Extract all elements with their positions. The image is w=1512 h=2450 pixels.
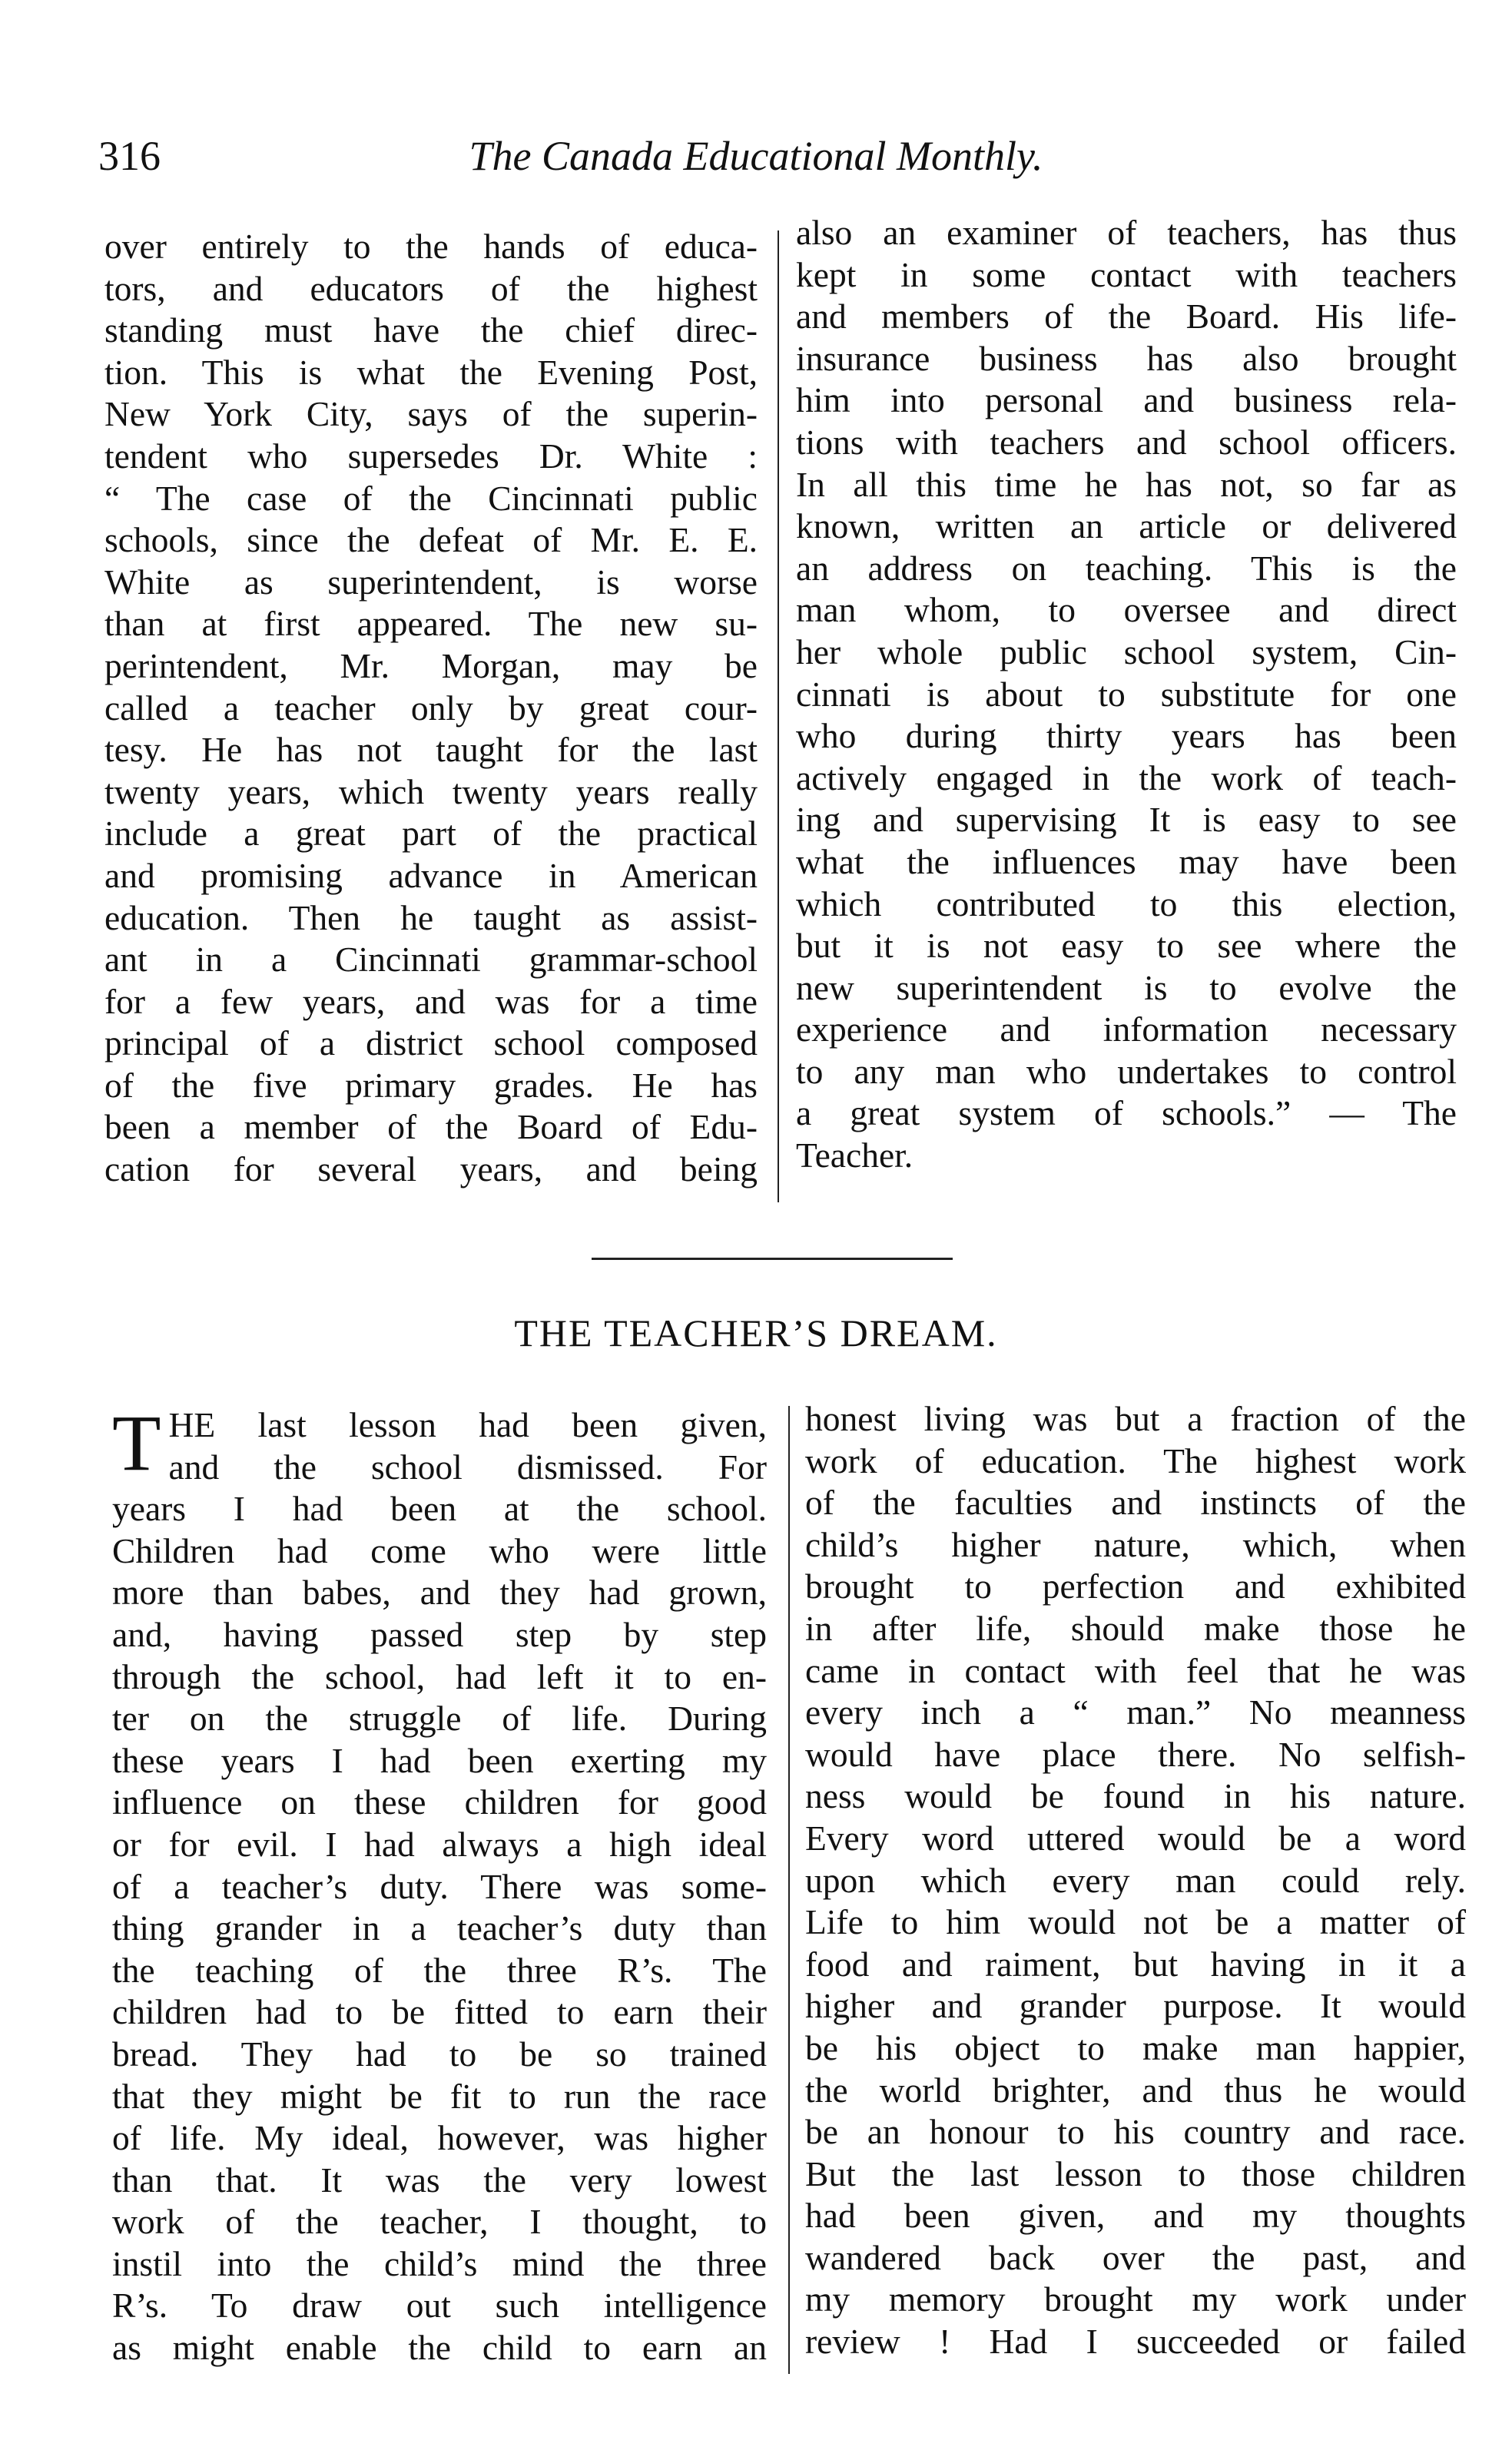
text-line: tors, and educators of the highest bbox=[104, 268, 758, 308]
text-line: of the five primary grades. He has bbox=[104, 1065, 758, 1105]
text-line: man whom, to oversee and direct bbox=[796, 590, 1457, 630]
text-line: schools, since the defeat of Mr. E. E. bbox=[104, 520, 758, 560]
text-line: the world brighter, and thus he would bbox=[805, 2070, 1466, 2110]
text-line: be an honour to his country and race. bbox=[805, 2112, 1466, 2152]
text-line: had been given, and my thoughts bbox=[805, 2196, 1466, 2236]
text-line: more than babes, and they had grown, bbox=[112, 1573, 767, 1613]
text-line: ness would be found in his nature. bbox=[805, 1776, 1466, 1816]
page-number: 316 bbox=[98, 133, 161, 179]
text-line: Teacher. bbox=[796, 1135, 914, 1175]
text-line: of the faculties and instincts of the bbox=[805, 1483, 1466, 1523]
text-line: than that. It was the very lowest bbox=[112, 2160, 767, 2200]
text-line: and promising advance in American bbox=[104, 855, 758, 895]
text-line: education. Then he taught as assist- bbox=[104, 897, 758, 937]
text-line: that they might be fit to run the race bbox=[112, 2076, 767, 2116]
text-line: her whole public school system, Cin- bbox=[796, 632, 1457, 671]
text-line: came in contact with feel that he was bbox=[805, 1650, 1466, 1690]
text-line: be his object to make man happier, bbox=[805, 2027, 1466, 2067]
text-line: my memory brought my work under bbox=[805, 2279, 1466, 2319]
page-header bbox=[0, 129, 1512, 183]
text-line: these years I had been exerting my bbox=[112, 1740, 767, 1780]
text-line: to any man who undertakes to control bbox=[796, 1051, 1457, 1091]
text-line: Life to him would not be a matter of bbox=[805, 1902, 1466, 1942]
drop-cap: T bbox=[112, 1399, 161, 1487]
text-line: food and raiment, but having in it a bbox=[805, 1944, 1466, 1984]
text-line: But the last lesson to those children bbox=[805, 2153, 1466, 2193]
text-line: thing grander in a teacher’s duty than bbox=[112, 1908, 767, 1948]
text-line: or for evil. I had always a high ideal bbox=[112, 1824, 767, 1864]
text-line: experience and information necessary bbox=[796, 1010, 1457, 1049]
text-line: child’s higher nature, which, when bbox=[805, 1524, 1466, 1564]
text-line: principal of a district school composed bbox=[104, 1023, 758, 1063]
text-line: White as superintendent, is worse bbox=[104, 562, 758, 602]
section-heading: THE TEACHER’S DREAM. bbox=[514, 1311, 998, 1354]
article-top-left-column bbox=[104, 226, 758, 1191]
text-line: tion. This is what the Evening Post, bbox=[104, 352, 758, 392]
text-line: upon which every man could rely. bbox=[805, 1860, 1466, 1900]
text-line: new superintendent is to evolve the bbox=[796, 967, 1457, 1007]
running-title: The Canada Educational Monthly. bbox=[469, 133, 1043, 179]
text-line: New York City, says of the superin- bbox=[104, 394, 758, 434]
text-line: of life. My ideal, however, was higher bbox=[112, 2118, 767, 2158]
text-line: every inch a “ man.” No meanness bbox=[805, 1692, 1466, 1732]
article-top-right-column bbox=[796, 212, 1457, 1177]
text-line: perintendent, Mr. Morgan, may be bbox=[104, 645, 758, 685]
text-line: what the influences may have been bbox=[796, 841, 1457, 881]
text-line: known, written an article or delivered bbox=[796, 506, 1457, 546]
text-line: but it is not easy to see where the bbox=[796, 926, 1457, 966]
text-line: him into personal and business rela- bbox=[796, 380, 1457, 420]
text-line: also an examiner of teachers, has thus bbox=[796, 213, 1457, 252]
text-line: ter on the struggle of life. During bbox=[112, 1699, 767, 1739]
text-line: an address on teaching. This is the bbox=[796, 548, 1457, 588]
text-line: would have place there. No selfish- bbox=[805, 1734, 1466, 1774]
text-line: who during thirty years has been bbox=[796, 716, 1457, 756]
text-line: wandered back over the past, and bbox=[805, 2237, 1466, 2277]
text-line: honest living was but a fraction of the bbox=[805, 1399, 1466, 1438]
paragraph-first-line: HE last lesson had been given, bbox=[168, 1405, 767, 1444]
text-line: bread. They had to be so trained bbox=[112, 2034, 767, 2074]
text-line: and, having passed step by step bbox=[112, 1614, 767, 1654]
text-line: instil into the child’s mind the three bbox=[112, 2243, 767, 2283]
text-line: for a few years, and was for a time bbox=[104, 981, 758, 1021]
text-line: twenty years, which twenty years really bbox=[104, 771, 758, 811]
column-divider bbox=[778, 230, 779, 1202]
text-line: children had to be fitted to earn their bbox=[112, 1992, 767, 2032]
text-line: years I had been at the school. bbox=[112, 1489, 767, 1529]
text-line: higher and grander purpose. It would bbox=[805, 1986, 1466, 2026]
text-line: include a great part of the practical bbox=[104, 814, 758, 854]
text-line: kept in some contact with teachers bbox=[796, 254, 1457, 294]
text-line: Children had come who were little bbox=[112, 1530, 767, 1570]
text-line: of a teacher’s duty. There was some- bbox=[112, 1866, 767, 1906]
text-line: in after life, should make those he bbox=[805, 1608, 1466, 1648]
text-line: over entirely to the hands of educa- bbox=[104, 227, 758, 266]
text-line: been a member of the Board of Edu- bbox=[104, 1107, 758, 1147]
text-line: tesy. He has not taught for the last bbox=[104, 730, 758, 770]
text-line: cation for several years, and being bbox=[104, 1149, 758, 1189]
text-line: work of education. The highest work bbox=[805, 1440, 1466, 1480]
section-separator bbox=[592, 1258, 953, 1260]
section-right-column bbox=[805, 1398, 1466, 2363]
text-line: the teaching of the three R’s. The bbox=[112, 1950, 767, 1990]
text-line: ing and supervising It is easy to see bbox=[796, 800, 1457, 840]
text-line: standing must have the chief direc- bbox=[104, 310, 758, 350]
text-line: a great system of schools.” — The bbox=[796, 1093, 1457, 1133]
text-line: In all this time he has not, so far as bbox=[796, 464, 1457, 504]
text-line: and members of the Board. His life- bbox=[796, 297, 1457, 337]
text-line: “ The case of the Cincinnati public bbox=[104, 478, 758, 518]
text-line: and the school dismissed. For bbox=[168, 1447, 767, 1487]
section-left-column bbox=[112, 1399, 767, 2369]
text-line: influence on these children for good bbox=[112, 1782, 767, 1822]
text-line: ant in a Cincinnati grammar-school bbox=[104, 940, 758, 980]
text-line: cinnati is about to substitute for one bbox=[796, 674, 1457, 714]
text-line: brought to perfection and exhibited bbox=[805, 1566, 1466, 1606]
text-line: actively engaged in the work of teach- bbox=[796, 758, 1457, 797]
text-line: as might enable the child to earn an bbox=[112, 2328, 767, 2368]
text-line: review ! Had I succeeded or failed bbox=[805, 2322, 1466, 2362]
text-line: than at first appeared. The new su- bbox=[104, 604, 758, 644]
text-line: insurance business has also brought bbox=[796, 338, 1457, 378]
text-line: tendent who supersedes Dr. White : bbox=[104, 436, 758, 476]
column-divider bbox=[788, 1406, 790, 2374]
text-line: called a teacher only by great cour- bbox=[104, 688, 758, 728]
text-line: which contributed to this election, bbox=[796, 884, 1457, 923]
text-line: tions with teachers and school officers. bbox=[796, 422, 1457, 462]
text-line: through the school, had left it to en- bbox=[112, 1656, 767, 1696]
text-line: R’s. To draw out such intelligence bbox=[112, 2286, 767, 2326]
text-line: work of the teacher, I thought, to bbox=[112, 2202, 767, 2242]
text-line: Every word uttered would be a word bbox=[805, 1818, 1466, 1858]
